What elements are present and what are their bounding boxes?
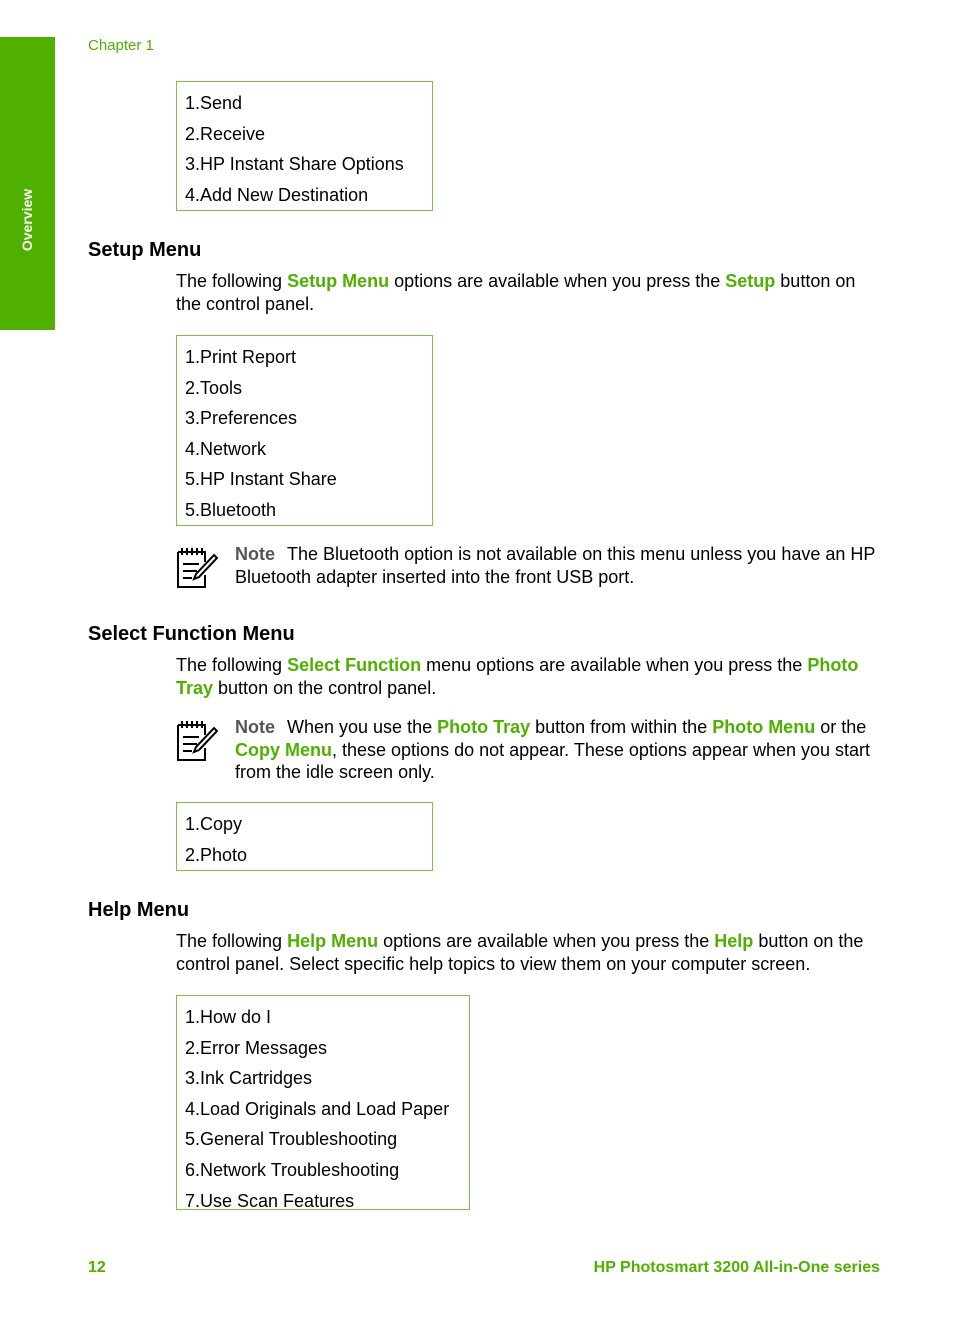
setup-menu-heading: Setup Menu: [88, 239, 202, 261]
menu-item: 5.General Troubleshooting: [185, 1129, 398, 1150]
chapter-label: Chapter 1: [88, 37, 154, 54]
menu-item: 5.Bluetooth: [185, 499, 277, 520]
footer-title: HP Photosmart 3200 All-in-One series: [593, 1259, 880, 1276]
menu-item: 1.Copy: [185, 814, 243, 834]
note-bluetooth: Note The Bluetooth option is not available on this menu unless you have an HP Bluetooth adapter inserted into the front USB port.: [235, 544, 876, 587]
menu-item: 4.Network: [185, 438, 267, 459]
menu-item: 1.Send: [185, 93, 243, 113]
note-photo-tray: Note When you use the Photo Tray button from within the Photo Menu or the Copy Menu, these options do not appear. These options appear when you start from the idle screen only.: [235, 717, 871, 782]
select-function-heading: Select Function Menu: [88, 623, 295, 645]
menu-item: 3.Preferences: [185, 408, 298, 429]
side-tab: [0, 37, 55, 330]
menu-item: 3.HP Instant Share Options: [185, 154, 404, 175]
menu-box-top: [176, 81, 433, 211]
help-menu-paragraph: The following Help Menu options are available when you press the Help button on the control panel. Select specific help topics to view them on your computer screen.: [176, 931, 864, 974]
menu-item: 5.HP Instant Share: [185, 469, 337, 490]
menu-item: 2.Photo: [185, 844, 248, 865]
note-pad-icon: [176, 547, 218, 589]
menu-box-setup: [176, 335, 433, 526]
menu-box-help: [176, 995, 470, 1210]
menu-item: 2.Error Messages: [185, 1037, 328, 1058]
menu-item: 1.Print Report: [185, 347, 297, 367]
side-tab-label: Overview: [19, 188, 35, 252]
menu-item: 4.Load Originals and Load Paper: [185, 1098, 450, 1119]
menu-item: 6.Network Troubleshooting: [185, 1159, 400, 1180]
note-pad-icon: [176, 720, 218, 762]
help-menu-heading: Help Menu: [88, 899, 190, 921]
menu-box-select-function: [176, 802, 433, 871]
menu-item: 2.Receive: [185, 123, 266, 144]
menu-item: 1.How do I: [185, 1007, 272, 1027]
menu-item: 2.Tools: [185, 377, 243, 398]
menu-item: 4.Add New Destination: [185, 184, 369, 205]
page-number: 12: [88, 1259, 106, 1276]
setup-menu-paragraph: The following Setup Menu options are available when you press the Setup button on the control panel.: [176, 271, 856, 314]
menu-item: 7.Use Scan Features: [185, 1190, 355, 1211]
select-function-paragraph: The following Select Function menu options are available when you press the Photo Tray button on the control panel.: [176, 655, 859, 698]
menu-item: 3.Ink Cartridges: [185, 1068, 313, 1089]
